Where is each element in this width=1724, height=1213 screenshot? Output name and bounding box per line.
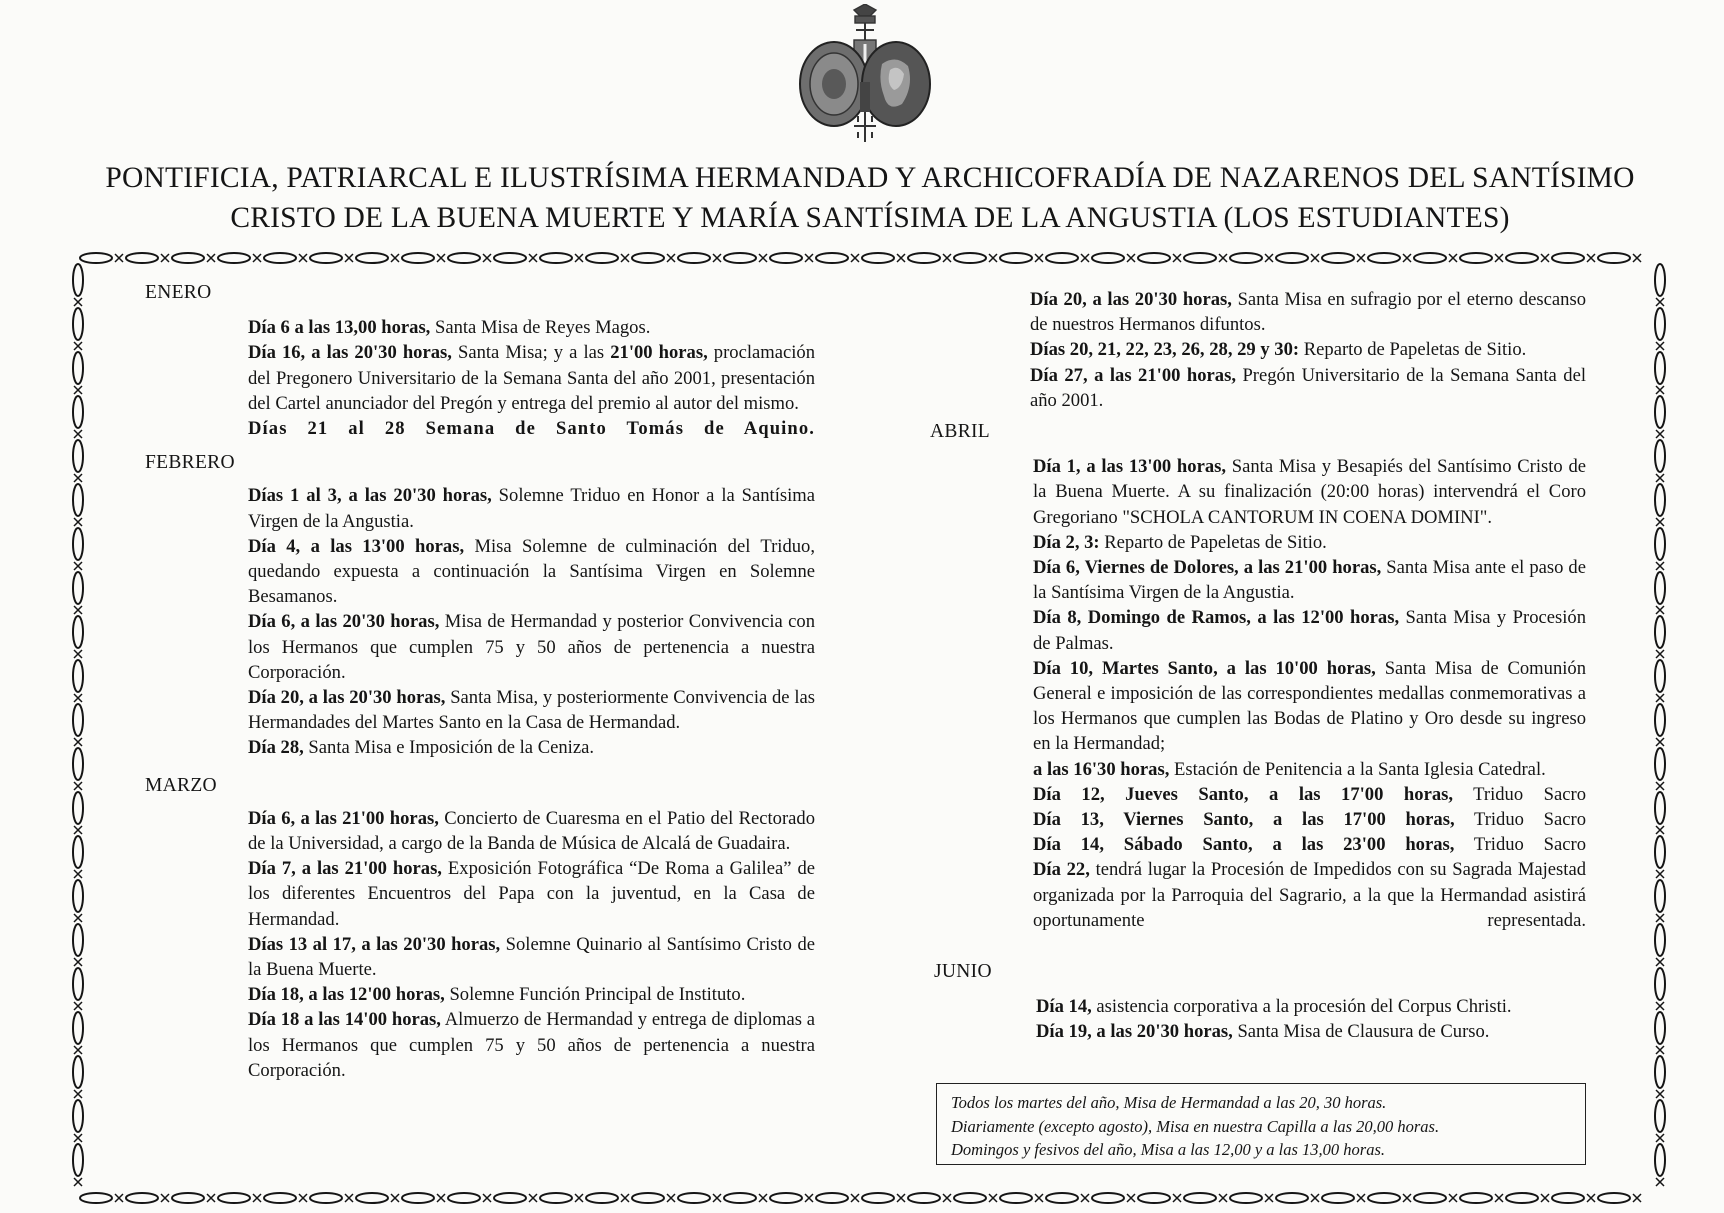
chain-link [862,253,894,263]
entry-date: Día 20, a las 20'30 horas, [1030,289,1232,310]
entry-time: 21'00 horas, [610,342,708,364]
chain-link [1368,1193,1400,1203]
list-item [248,685,815,735]
chain-link [1322,253,1354,263]
entry-date: Día 12, Jueves Santo, a las 17'00 horas, [1033,783,1453,805]
month-heading-marzo: MARZO [145,774,217,796]
list-item [248,806,815,856]
chain-link [1506,1193,1538,1203]
chain-link [540,253,572,263]
chain-link [356,253,388,263]
chain-link [1655,1144,1665,1176]
chain-link [632,253,664,263]
chain-link [1655,1056,1665,1088]
chain-link [1046,253,1078,263]
list-item [1030,363,1586,413]
entry-text: Solemne Función Principal de Instituto. [444,984,746,1006]
list-item [248,609,815,685]
chain-link [1655,308,1665,340]
title-line-2: CRISTO DE LA BUENA MUERTE Y MARÍA SANTÍSIMA DE LA ANGUSTIA (LOS ESTUDIANTES) [230,202,1510,234]
entry-date: Días 13 al 17, a las 20'30 horas, [248,933,501,955]
chain-link [1655,660,1665,692]
chain-link [73,880,83,912]
chain-link [816,253,848,263]
chain-link [908,253,940,263]
chain-link [1414,1193,1446,1203]
chain-link [1655,748,1665,780]
list-item [248,1007,815,1083]
chain-link [73,484,83,516]
entry-text: Santa Misa, y posteriormente Convivencia de las Hermandades del Martes Santo en la Casa de Hermandad. [248,687,815,734]
chain-link [1655,616,1665,648]
entry-text: tendrá lugar la Procesión de Impedidos con su Sagrada Majestad organizada por la Parroquia del Sagrario, a la que la Hermandad asistirá oportunamente representada. [1033,859,1586,931]
entry-date: Días 20, 21, 22, 23, 26, 28, 29 y 30: [1030,339,1300,361]
entry-text: Triduo Sacro [1454,834,1587,856]
chain-link [172,253,204,263]
enero-list [248,315,815,441]
chain-link [264,253,296,263]
list-item [1033,454,1586,530]
list-item [1033,757,1586,782]
chain-link [1552,1193,1584,1203]
list-item [1033,782,1586,807]
list-item [1033,555,1586,605]
list-item [1033,857,1586,933]
chain-link [1655,704,1665,736]
note-line: Domingos y fesivos del año, Misa a las 12,00 y a las 13,00 horas. [951,1140,1386,1159]
chain-link [494,253,526,263]
entry-date: Día 6 a las 13,00 horas, [248,317,431,339]
chain-link [1655,396,1665,428]
entry-date: Día 6, Viernes de Dolores, a las 21'00 horas, [1033,557,1382,579]
entry-text: Santa Misa de Comunión General e imposición de las correspondientes medallas conmemorativas a los Hermanos que cumplen las Bodas de Platino y Oro desde su ingreso en la Hermandad; [1033,657,1587,755]
list-item [248,932,815,982]
entry-text: Triduo Sacro [1453,783,1586,805]
right-column [930,287,1586,1045]
chain-link [540,1193,572,1203]
month-heading-enero: ENERO [145,282,212,303]
chain-link [172,1193,204,1203]
chain-link [586,253,618,263]
entry-text: Concierto de Cuaresma en el Patio del Rectorado de la Universidad, a cargo de la Banda de Música de Alcalá de Guadaira. [248,807,815,855]
chain-link [816,1193,848,1203]
chain-link [1506,253,1538,263]
chain-link [1138,253,1170,263]
entry-text: Santa Misa y Besapiés del Santísimo Cristo de la Buena Muerte. A su finalización (20:00 horas) intervendrá el Coro Gregoriano "SCHOLA CANTORUM IN COENA DOMINI". [1033,456,1587,528]
chain-link [954,1193,986,1203]
list-item [1036,994,1586,1019]
chain-link [73,1100,83,1132]
chain-link [73,352,83,384]
entry-text: Misa Solemne de culminación del Triduo, quedando expuesta a continuación la Santísima Virgen en Solemne Besamanos. [248,535,815,608]
chain-link [1598,1193,1630,1203]
chain-link [678,1193,710,1203]
chain-link [264,1193,296,1203]
list-item [248,534,815,610]
abril-list [1033,454,1586,933]
entry-text: Solemne Quinario al Santísimo Cristo de la Buena Muerte. [248,933,815,981]
entry-date: Día 19, a las 20'30 horas, [1036,1021,1233,1043]
chain-link [1092,1193,1124,1203]
entry-date: a las 16'30 horas, [1033,758,1170,780]
entry-text: Solemne Triduo en Honor a la Santísima Virgen de la Angustia. [248,485,815,532]
chain-link [73,396,83,428]
entry-text: Triduo Sacro [1454,809,1586,831]
entry-date: Días 1 al 3, a las 20'30 horas, [248,485,492,507]
list-item [1036,1019,1586,1044]
entry-date: Día 13, Viernes Santo, a las 17'00 horas, [1033,809,1455,831]
chain-link [1655,968,1665,1000]
chain-link [310,1193,342,1203]
entry-text: Pregón Universitario de la Semana Santa del año 2001. [1030,364,1587,411]
entry-text: Misa de Hermandad y posterior Convivencia con los Hermanos que cumplen 75 y 50 años de pertenencia a nuestra Corporación. [248,611,816,683]
entry-text: Almuerzo de Hermandad y entrega de diplomas a los Hermanos que cumplen 75 y 50 años de pertenencia a nuestra Corporación. [248,1009,815,1081]
chain-link [1092,253,1124,263]
entry-date: Día 10, Martes Santo, a las 10'00 horas, [1033,657,1376,679]
month-heading-abril: ABRIL [930,421,990,443]
chain-link [1460,1193,1492,1203]
chain-link [1276,1193,1308,1203]
chain-link [1598,253,1630,263]
entry-date: Día 14, [1036,996,1092,1018]
left-column [145,280,815,1083]
chain-link [724,253,756,263]
entry-date: Día 22, [1033,859,1090,881]
chain-link [402,253,434,263]
chain-link [126,253,158,263]
chain-link [1230,253,1262,263]
chain-link [1230,1193,1262,1203]
list-item [248,982,815,1007]
entry-date: Día 8, Domingo de Ramos, a las 12'00 horas, [1033,607,1400,629]
chain-link [448,253,480,263]
chain-link [1655,264,1665,296]
list-item [248,483,815,533]
list-item [248,340,815,416]
chain-link [73,1012,83,1044]
chain-link [73,836,83,868]
entry-text: Santa Misa en sufragio por el eterno descanso de nuestros Hermanos difuntos. [1030,289,1587,336]
entry-date: Día 6, a las 21'00 horas, [248,807,439,829]
entry-date: Día 7, a las 21'00 horas, [248,858,442,880]
chain-link [73,1144,83,1176]
list-item [248,315,815,340]
chain-link [1655,1012,1665,1044]
chain-link [1368,253,1400,263]
list-item [1033,656,1586,757]
chain-link [1655,1100,1665,1132]
chain-link [770,253,802,263]
chain-link [1552,253,1584,263]
chain-link [1655,880,1665,912]
chain-link [73,440,83,472]
entry-text: asistencia corporativa a la procesión del Corpus Christi. [1091,996,1512,1018]
entry-text: Santa Misa; y a las [451,342,611,364]
chain-link [1184,1193,1216,1203]
chain-link [73,572,83,604]
list-item [248,735,815,760]
entry-text: Reparto de Papeletas de Sitio. [1299,339,1527,361]
chain-link [1138,1193,1170,1203]
chain-link [218,1193,250,1203]
chain-link [908,1193,940,1203]
entry-date: Día 18 a las 14'00 horas, [248,1009,441,1031]
chain-link [1000,253,1032,263]
chain-link [73,528,83,560]
list-item [1030,287,1586,337]
chain-link [73,792,83,824]
chain-link [73,704,83,736]
entry-date: Día 20, a las 20'30 horas, [248,687,446,709]
chain-link [586,1193,618,1203]
chain-link [1000,1193,1032,1203]
list-item [1033,807,1586,832]
chain-link [73,924,83,956]
chain-link [73,264,83,296]
chain-link [402,1193,434,1203]
chain-link [1322,1193,1354,1203]
chain-link [126,1193,158,1203]
chain-link [218,253,250,263]
chain-link [73,748,83,780]
chain-link [862,1193,894,1203]
entry-text: Santa Misa y Procesión de Palmas. [1033,607,1587,654]
chain-link [1655,572,1665,604]
febrero-list [248,483,815,760]
chain-link [73,308,83,340]
chain-link [448,1193,480,1203]
entry-text: Santa Misa e Imposición de la Ceniza. [303,737,594,759]
entry-date: Día 2, 3: [1033,531,1100,553]
list-item [1033,605,1586,655]
month-heading-febrero: FEBRERO [145,452,235,474]
chain-link [494,1193,526,1203]
chain-link [954,253,986,263]
entry-text: Santa Misa de Reyes Magos. [430,317,651,339]
entry-text: Reparto de Papeletas de Sitio. [1099,531,1327,553]
list-item [248,856,815,932]
entry-date: Día 4, a las 13'00 horas, [248,535,465,557]
entry-date: Día 16, a las 20'30 horas, [248,342,452,364]
entry-text: Exposición Fotográfica “De Roma a Galilea” de los diferentes Encuentros del Papa con la juventud, en la Casa de Hermandad. [248,858,816,930]
chain-link [80,253,112,263]
entry-text: Santa Misa de Clausura de Curso. [1232,1021,1490,1043]
entry-text: proclamación del Pregonero Universitario de la Semana Santa del año 2001, presentación del Cartel anunciador del Pregón y entrega del premio al autor del mismo. [248,342,815,414]
chain-link [1460,253,1492,263]
list-item [1033,832,1586,857]
entry-date: Día 1, a las 13'00 horas, [1033,456,1227,478]
chain-link [73,616,83,648]
list-item [248,416,815,441]
chain-link [632,1193,664,1203]
entry-date: Día 28, [248,737,304,759]
title-line-1: PONTIFICIA, PATRIARCAL E ILUSTRÍSIMA HERMANDAD Y ARCHICOFRADÍA DE NAZARENOS DEL SANTÍSIMO [105,162,1635,194]
chain-link [80,1193,112,1203]
chain-link [73,1056,83,1088]
entry-text: Estación de Penitencia a la Santa Iglesia Catedral. [1169,758,1546,780]
chain-link [1655,792,1665,824]
chain-link [1655,484,1665,516]
junio-list [1036,994,1586,1044]
chain-link [724,1193,756,1203]
chain-link [73,968,83,1000]
entry-date: Día 6, a las 20'30 horas, [248,611,440,633]
chain-link [678,253,710,263]
chain-link [1276,253,1308,263]
chain-link [770,1193,802,1203]
note-line: Todos los martes del año, Misa de Hermandad a las 20, 30 horas. [951,1093,1387,1112]
chain-link [1655,440,1665,472]
note-line: Diariamente (excepto agosto), Misa en nuestra Capilla a las 20,00 horas. [951,1116,1440,1136]
entry-date: Días 21 al 28 Semana de Santo Tomás de Aquino. [248,418,815,440]
chain-link [1655,528,1665,560]
entry-date: Día 18, a las 12'00 horas, [248,984,445,1006]
marzo-continued-list [1030,287,1586,413]
chain-link [1655,836,1665,868]
list-item [1030,337,1586,362]
chain-link [1655,352,1665,384]
chain-link [1655,924,1665,956]
mass-schedule-note-box [936,1083,1586,1165]
chain-link [73,660,83,692]
chain-link [1046,1193,1078,1203]
chain-link [356,1193,388,1203]
chain-link [1184,253,1216,263]
month-heading-junio: JUNIO [934,961,992,983]
entry-text: Santa Misa ante el paso de la Santísima Virgen de la Angustia. [1033,557,1586,604]
list-item [1033,530,1586,555]
chain-link [1414,253,1446,263]
marzo-list [248,806,815,1083]
entry-date: Día 14, Sábado Santo, a las 23'00 horas, [1033,834,1455,856]
chain-link [310,253,342,263]
entry-date: Día 27, a las 21'00 horas, [1030,364,1236,386]
